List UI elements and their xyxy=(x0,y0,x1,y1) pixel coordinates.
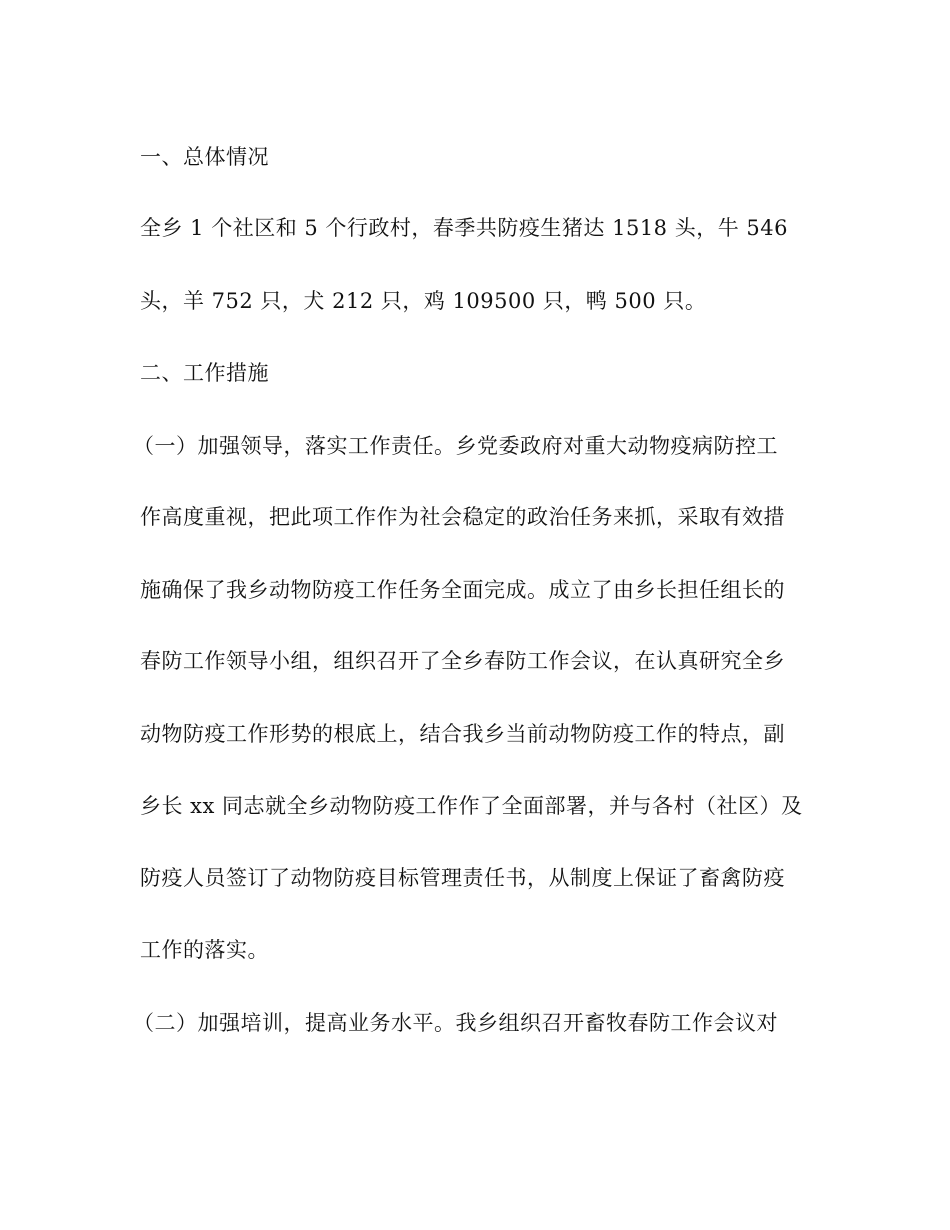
paragraph-line: 头，羊 752 只，犬 212 只，鸡 109500 只，鸭 500 只。 xyxy=(140,289,707,313)
paragraph-line: 乡长 xx 同志就全乡动物防疫工作作了全面部署，并与各村（社区）及 xyxy=(140,794,803,818)
paragraph-line: 作高度重视，把此项工作作为社会稳定的政治任务来抓，采取有效措 xyxy=(140,505,785,529)
subsection-paragraph-line: （一）加强领导，落实工作责任。乡党委政府对重大动物疫病防控工 xyxy=(133,434,778,458)
paragraph-line: 防疫人员签订了动物防疫目标管理责任书，从制度上保证了畜禽防疫 xyxy=(140,866,785,890)
paragraph-line: 工作的落实。 xyxy=(140,938,269,962)
subsection-paragraph-line: （二）加强培训，提高业务水平。我乡组织召开畜牧春防工作会议对 xyxy=(133,1011,778,1035)
paragraph-line: 春防工作领导小组，组织召开了全乡春防工作会议，在认真研究全乡 xyxy=(140,649,785,673)
section-heading-overview: 一、总体情况 xyxy=(140,145,269,169)
paragraph-line: 动物防疫工作形势的根底上，结合我乡当前动物防疫工作的特点，副 xyxy=(140,722,785,746)
paragraph-line: 施确保了我乡动物防疫工作任务全面完成。成立了由乡长担任组长的 xyxy=(140,578,785,602)
paragraph-line: 全乡 1 个社区和 5 个行政村，春季共防疫生猪达 1518 头，牛 546 xyxy=(140,216,788,240)
section-heading-measures: 二、工作措施 xyxy=(140,361,269,385)
